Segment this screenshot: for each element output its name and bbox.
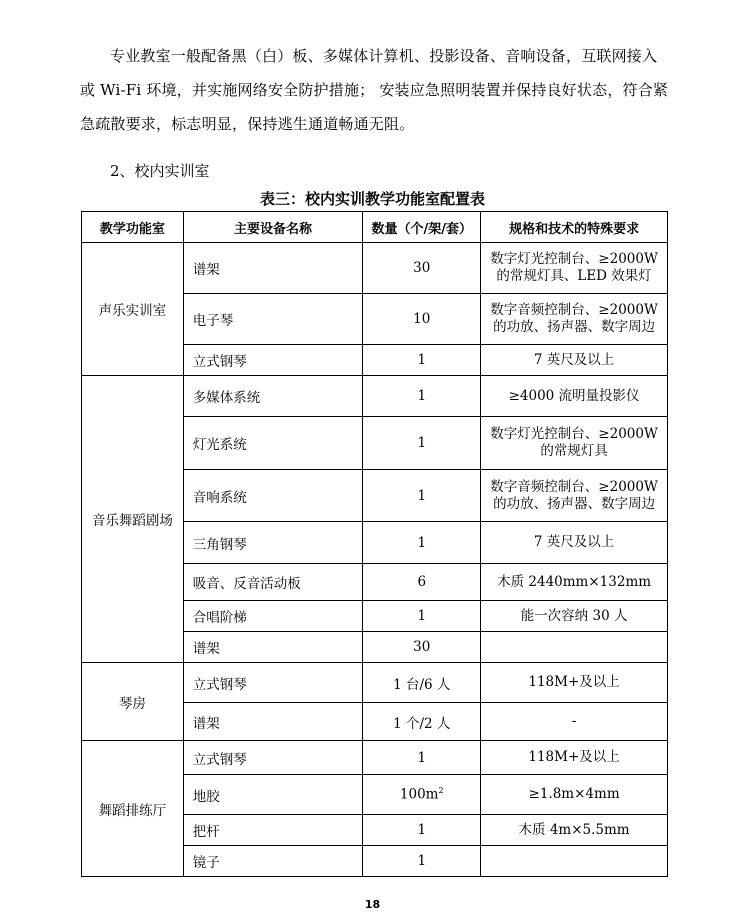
section-heading: 2、校内实训室	[110, 162, 210, 180]
equipment-qty: 6	[363, 564, 481, 601]
equipment-qty: 1	[363, 601, 481, 632]
equipment-name: 立式钢琴	[183, 741, 363, 775]
equipment-qty: 1	[363, 470, 481, 522]
equipment-req: 数字音频控制台、≥2000W的功放、扬声器、数字周边	[481, 470, 668, 522]
equipment-req: ≥4000 流明量投影仪	[481, 376, 668, 417]
equipment-qty: 10	[363, 294, 481, 345]
equipment-name: 电子琴	[183, 294, 363, 345]
equipment-req: 木质 4m×5.5mm	[481, 815, 668, 846]
equipment-qty	[363, 775, 481, 815]
room-cell: 舞蹈排练厅	[82, 741, 184, 877]
equipment-name: 谱架	[183, 703, 363, 741]
equipment-qty: 1	[363, 846, 481, 877]
equipment-name: 立式钢琴	[183, 663, 363, 703]
equipment-name: 灯光系统	[183, 417, 363, 470]
header-requirements: 规格和技术的特殊要求	[481, 212, 668, 243]
page-number: 18	[364, 898, 381, 911]
equipment-req: 118M+及以上	[481, 663, 668, 703]
equipment-qty: 1 台/6 人	[363, 663, 481, 703]
room-cell: 音乐舞蹈剧场	[82, 376, 184, 663]
equipment-name: 合唱阶梯	[183, 601, 363, 632]
table-row	[82, 243, 668, 294]
equipment-qty: 30	[363, 243, 481, 294]
table-header-row	[82, 212, 668, 243]
header-equipment: 主要设备名称	[183, 212, 363, 243]
intro-paragraph: 专业教室一般配备黑（白）板、多媒体计算机、投影设备、音响设备，互联网接入或 Wi-Fi 环境，并实施网络安全防护措施； 安装应急照明装置并保持良好状态，符合紧急疏散要求，标志明显，保持逃生通道畅通无阻。	[80, 47, 669, 133]
equipment-name: 多媒体系统	[183, 376, 363, 417]
equipment-name: 立式钢琴	[183, 345, 363, 376]
equipment-req: -	[481, 703, 668, 741]
equipment-config-table	[81, 211, 668, 877]
equipment-qty: 1	[363, 376, 481, 417]
equipment-req: 数字音频控制台、≥2000W的功放、扬声器、数字周边	[481, 294, 668, 345]
table-row	[82, 376, 668, 417]
equipment-req: 能一次容纳 30 人	[481, 601, 668, 632]
equipment-name: 音响系统	[183, 470, 363, 522]
equipment-req	[481, 632, 668, 663]
table-caption: 表三：校内实训教学功能室配置表	[259, 190, 485, 208]
equipment-req: 7 英尺及以上	[481, 522, 668, 564]
header-room: 教学功能室	[82, 212, 184, 243]
equipment-qty: 1 个/2 人	[363, 703, 481, 741]
room-cell: 琴房	[82, 663, 184, 741]
header-quantity: 数量（个/架/套）	[363, 212, 481, 243]
equipment-req	[481, 846, 668, 877]
equipment-name: 谱架	[183, 243, 363, 294]
room-cell: 声乐实训室	[82, 243, 184, 376]
equipment-req: 118M+及以上	[481, 741, 668, 775]
equipment-name: 谱架	[183, 632, 363, 663]
equipment-name: 吸音、反音活动板	[183, 564, 363, 601]
equipment-qty: 1	[363, 417, 481, 470]
equipment-req: 数字灯光控制台、≥2000W的常规灯具、LED 效果灯	[481, 243, 668, 294]
equipment-name: 三角钢琴	[183, 522, 363, 564]
equipment-req: 7 英尺及以上	[481, 345, 668, 376]
qty-superscript: 2	[438, 786, 444, 796]
equipment-qty: 30	[363, 632, 481, 663]
equipment-name: 把杆	[183, 815, 363, 846]
equipment-req: 数字灯光控制台、≥2000W的常规灯具	[481, 417, 668, 470]
equipment-name: 地胶	[183, 775, 363, 815]
table-row	[82, 741, 668, 775]
table-row	[82, 663, 668, 703]
equipment-qty: 1	[363, 522, 481, 564]
equipment-req: ≥1.8m×4mm	[481, 775, 668, 815]
equipment-req: 木质 2440mm×132mm	[481, 564, 668, 601]
equipment-name: 镜子	[183, 846, 363, 877]
equipment-qty: 1	[363, 815, 481, 846]
equipment-qty: 1	[363, 345, 481, 376]
equipment-qty: 1	[363, 741, 481, 775]
qty-value: 100m	[399, 786, 439, 803]
